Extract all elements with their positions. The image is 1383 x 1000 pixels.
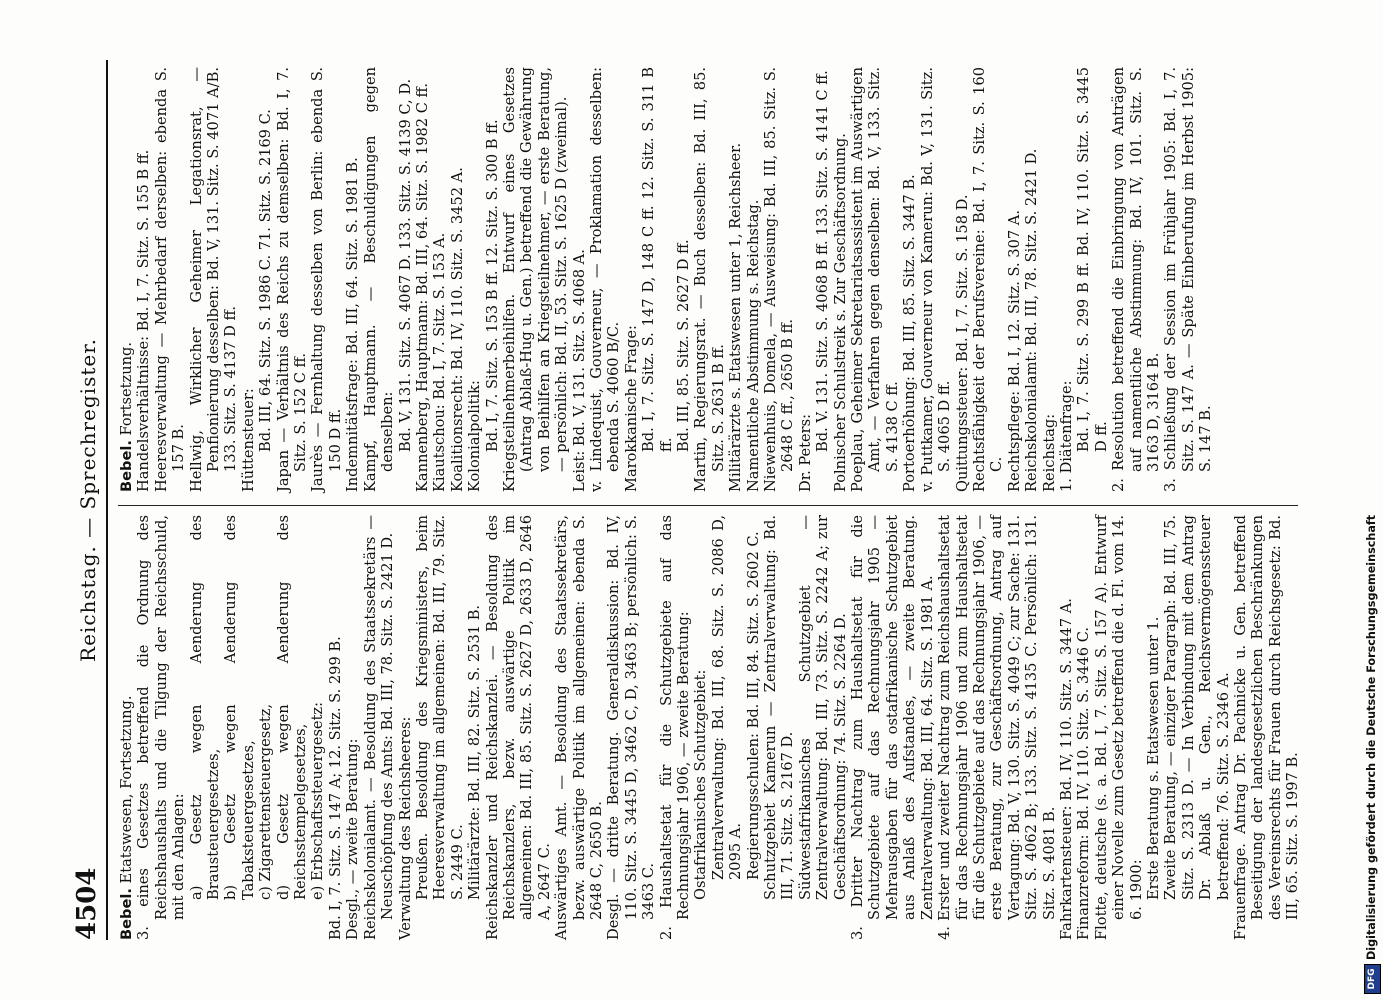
entry-text: Handelsverhältnisse: Bd. I, 7. Sitz. S. 155 B ff. [135, 149, 153, 492]
entry-text: Reichskanzler und Reichskanzlei. — Besoldung des Reichskanzlers, bezw. auswärtige Politik im allgemeinen: Bd. III, 85. Sitz. S. 2627 D, 2633 D, 2646 A, 2647 C. [483, 515, 553, 940]
register-entry [1145, 515, 1162, 940]
entry-text: Kampf, Hauptmann. — Beschuldigungen gegen denselben: [361, 67, 397, 492]
register-entry [692, 67, 727, 492]
register-entry [188, 67, 240, 492]
register-entry [640, 67, 675, 492]
register-entry [553, 515, 605, 940]
entry-text: Indemnitätsfrage: Bd. III, 64. Sitz. S. 1981 B. [344, 157, 362, 492]
entry-text: b) Gesetz wegen Aenderung des Tabaksteuergesetzes, [222, 515, 257, 900]
entry-text: Leist: Bd. V, 131. Sitz. S. 4068 A. [570, 249, 588, 492]
page-header [68, 60, 108, 940]
right-column [118, 67, 1215, 492]
register-entry [675, 67, 692, 492]
register-entry [431, 67, 448, 492]
register-entry [1232, 515, 1302, 940]
register-entry [397, 515, 414, 940]
entry-text: Bd. V. 131. Sitz. S. 4068 B ff. 133. Sitz. S. 4141 C ff. [814, 70, 832, 452]
entry-text: Bd. I, 7. Sitz. S. 147 D, 148 C ff. 12. Sitz. S. 311 B ff. [640, 67, 675, 452]
entry-text: 2. Haushaltsetat für die Schutzgebiete auf das Rechnungsjahr 1906, — zweite Beratung: [657, 515, 692, 940]
register-entry [588, 67, 623, 492]
register-entry [397, 67, 414, 492]
entry-text: Hüttensteuer: [239, 388, 257, 492]
register-entry [414, 67, 431, 492]
entry-text: Portoerhöhung: Bd. III, 85. Sitz. S. 3447 B. [901, 174, 919, 492]
entry-text: Ostafrikanisches Schutzgebiet: [692, 669, 710, 900]
entry-text: Kiautschou: Bd. I, 7. Sitz. S. 153 A. [431, 232, 449, 492]
entry-text: Dr. Peters: [796, 413, 814, 492]
entry-text: Japan — Verhältnis des Reichs zu demselben: Bd. I, 7. Sitz. S. 152 C ff. [274, 67, 310, 492]
register-entry [571, 67, 588, 492]
column-divider [118, 505, 1298, 506]
register-entry [466, 67, 483, 492]
register-entry [1093, 515, 1145, 940]
register-entry [135, 515, 187, 940]
register-entry [153, 67, 188, 492]
entry-text: Zentralverwaltung: Bd. III, 68. Sitz. S. 2086 D, 2095 A. [709, 515, 745, 880]
entry-text: Militärärzte s. Etatswesen unter 1, Reichsheer. [727, 142, 745, 492]
register-entry [1075, 515, 1092, 940]
entry-text: Poeplau, Geheimer Sekretariatsassistent im Auswärtigen Amt, — Verfahren gegen denselben: Bd. V, 133. Sitz. S. 4138 C ff. [849, 67, 901, 492]
entry-text: Jaurès — Fernhaltung desselben von Berlin: ebenda S. 150 D ff. [309, 67, 344, 492]
register-entry [727, 67, 744, 492]
register-entry [449, 67, 466, 492]
register-entry [1162, 515, 1232, 940]
dfg-logo-text: DFG [1367, 968, 1377, 990]
register-entry [257, 67, 274, 492]
register-entry [501, 67, 571, 492]
dfg-logo [1364, 964, 1381, 994]
entry-text: Desgl. — dritte Beratung. Generaldiskussion: Bd. IV, 110. Sitz. S. 3445 D, 3462 C, D, 3463 B; persönlich: S. 3463 C. [605, 515, 658, 940]
register-entry [1041, 67, 1058, 492]
register-entry [745, 515, 762, 940]
entry-text: v. Puttkamer, Gouverneur von Kamerun: Bd. V, 131. Sitz. S. 4065 D ff. [918, 67, 954, 492]
register-entry [971, 67, 1006, 492]
register-entry [1023, 67, 1040, 492]
register-entry [710, 515, 745, 940]
register-entry [135, 67, 152, 492]
funding-notice [1362, 0, 1382, 1000]
entry-text: Fortsetzung. [118, 342, 135, 441]
register-entry [414, 515, 466, 940]
entry-text: Niewenhuis, Domela, — Ausweisung: Bd. III, 85. Sitz. S. 2648 C ff., 2650 B ff. [762, 67, 797, 492]
entry-text: Preußen. Besoldung des Kriegsministers, beim Heeresverwaltung im allgemeinen: Bd. III, 79. Sitz. S. 2449 C. [413, 515, 466, 900]
entry-text: Südwestafrikanisches Schutzgebiet — Zentralverwaltung: Bd. III, 73. Sitz. S. 2242 A; zur Geschäftsordnung: 74. Sitz. S. 2264 D. [796, 515, 849, 900]
entry-text: Bd. I, 7. Sitz. S. 147 A; 12. Sitz. S. 299 B. [326, 636, 344, 940]
entry-text: 3. eines Gesetzes betreffend die Ordnung des Reichshaushalts und die Tilgung der Reichsschuld, mit den Anlagen: [135, 515, 188, 940]
register-entry [762, 515, 797, 940]
entry-text: Bd. I, 7. Sitz. S. 153 B ff. 12. Sitz. S. 300 B ff. [483, 119, 501, 452]
entry-text: Kannenberg, Hauptmann: Bd. III, 64. Sitz. S. 1982 C ff. [413, 82, 431, 492]
left-column [118, 515, 1302, 940]
register-entry [362, 515, 397, 940]
entry-text: Militärärzte: Bd. III, 82. Sitz. S. 2531 B. [466, 604, 484, 900]
entry-text: Finanzreform: Bd. IV, 110. Sitz. S. 3446 C. [1075, 627, 1093, 940]
entry-text: Desgl., — zweite Beratung: [344, 738, 362, 940]
entry-text: Erste Beratung s. Etatswesen unter 1. [1144, 616, 1162, 900]
register-entry [1006, 67, 1023, 492]
register-entry [484, 67, 501, 492]
entry-text: a) Gesetz wegen Aenderung des Brausteuergesetzes, [187, 515, 223, 900]
register-entry [832, 67, 849, 492]
entry-text: Zweite Beratung, — einziger Paragraph: Bd. III, 75. Sitz. S. 2313 D. — In Verbindung mit dem Antrag Dr. Ablaß u. Gen., Reichsvermögenssteuer betreffend: 76. Sitz. S. 2346 A. [1162, 515, 1232, 900]
entry-text: 3. Dritter Nachtrag zum Haushaltsetat für die Schutzgebiete auf das Rechnungsjahr 1905 — Mehrausgaben für das ostafrikanische Schutzgebiet aus Anlaß des Aufstandes, — zweite Beratung. Zentralverwaltung: Bd. III, 64. Sitz. S. 1981 A. [849, 515, 936, 940]
entry-text: Kolonialpolitik: [466, 380, 484, 492]
register-entry [849, 67, 901, 492]
register-entry [1110, 67, 1162, 492]
entry-text: e) Erbschaftssteuergesetz: [309, 701, 327, 900]
funding-notice-text: Digitalisierung gefördert durch die Deutsche Forschungsgemeinschaft [1365, 514, 1378, 960]
register-entry [797, 67, 814, 492]
entry-text: Rechtspflege: Bd. I, 12. Sitz. S. 307 A. [1005, 210, 1023, 492]
entry-text: Reichskolonialamt: Bd. III, 78. Sitz. S. 2421 D. [1023, 148, 1041, 492]
register-entry [849, 515, 936, 940]
register-entry [309, 515, 326, 940]
entry-text: Regierungsschulen: Bd. III, 84. Sitz. S. 2602 C. [744, 531, 762, 880]
entry-text: 2. Resolution betreffend die Einbringung von Anträgen auf namentliche Abstimmung: Bd. IV, 101. Sitz. S. 3163 D, 3164 B. [1110, 67, 1162, 492]
register-entry [919, 67, 954, 492]
register-entry [692, 515, 709, 940]
page-number: 4504 [72, 867, 102, 940]
entry-text: Bd. III, 85. Sitz. S. 2627 D ff. [675, 239, 692, 452]
register-entry [745, 67, 762, 492]
running-head: Reichstag. — Sprechregister. [76, 338, 100, 662]
entry-text: Etatswesen, Fortsetzung. [118, 695, 135, 889]
entry-text: Auswärtiges Amt. — Besoldung des Staatssekretärs, bezw. auswärtige Politik im allgemeinen: ebenda S. 2648 C, 2650 B. [553, 515, 605, 940]
entry-text: Koalitionsrecht: Bd. IV, 110. Sitz. S. 3452 A. [448, 167, 466, 492]
entry-text: Rechtsfähigkeit der Berufsvereine: Bd. I, 7. Sitz. S. 160 C. [970, 67, 1006, 492]
register-entry [309, 67, 344, 492]
entry-headword: Bebel. [118, 440, 135, 492]
entry-text: Polnischer Schulstreik s. Zur Geschäftsordnung. [831, 133, 849, 492]
entry-text: Schutzgebiet Kamerun — Zentralverwaltung: Bd. III, 71. Sitz. S. 2167 D. [762, 515, 797, 900]
entry-text: Flotte, deutsche (s. a. Bd. I, 7. Sitz. S. 157 A). Entwurf einer Novelle zum Gesetz betreffend die d. Fl. vom 14. 6. 1900: [1092, 515, 1145, 940]
entry-text: Hellwig, Wirklicher Geheimer Legationsrat, — Penfionierung desselben: Bd. V, 131. Sitz. S. 4071 A/B. 133. Sitz. S. 4137 D ff. [187, 67, 240, 492]
register-entry [814, 67, 831, 492]
register-entry [275, 67, 310, 492]
entry-text: c) Zigarettensteuergesetz, [257, 703, 275, 900]
register-entry [118, 67, 135, 492]
entry-text: Reichstag: [1040, 413, 1058, 492]
entry-text: Namentliche Abstimmung s. Reichstag. [744, 199, 762, 492]
entry-text: Quittungssteuer: Bd. I, 7. Sitz. S. 158 D. [953, 194, 971, 492]
register-entry [1058, 515, 1075, 940]
entry-text: Martin, Regierungsrat. — Buch desselben: Bd. III, 85. Sitz. S. 2631 B ff. [692, 67, 727, 492]
register-entry [1058, 67, 1075, 492]
entry-text: 4. Erster und zweiter Nachtrag zum Reichshaushaltsetat für das Rechnungsjahr 1906 und zum Haushaltsetat für die Schutzgebiete auf das Rechnungsjahr 1906, — erste Beratung, zur Geschäftsordnung, Antrag auf Vertagung: Bd. V, 130. Sitz. S. 4049 C; zur Sache: 131. Sitz. S. 4062 B; 133. Sitz. S. 4135 C. Persönlich: 131. Sitz. S. 4081 B. [936, 515, 1058, 940]
entry-text: 3. Schließung der Session im Frühjahr 1905: Bd. I, 7. Sitz. S. 147 A. — Späte Einberufung im Herbst 1905: S. 147 B. [1162, 67, 1215, 492]
entry-text: Bd. I, 7. Sitz. S. 299 B ff. Bd. IV, 110. Sitz. S. 3445 D ff. [1075, 67, 1110, 452]
entry-text: Marokkanische Frage: [622, 325, 640, 492]
register-entry [605, 515, 657, 940]
entry-text: v. Lindequist, Gouverneur, — Proklamation desselben: ebenda S. 4060 B/C. [587, 67, 623, 492]
entry-headword: Bebel. [118, 888, 135, 940]
register-entry [658, 515, 693, 940]
entry-text: 1. Diätenfrage: [1057, 380, 1075, 492]
register-entry [344, 67, 361, 492]
register-entry [1162, 67, 1214, 492]
entry-text: Reichskolonialamt. — Besoldung des Staatssekretärs — Neuschöpfung des Amts: Bd. III, 78. Sitz. S. 2421 D. [361, 515, 397, 940]
register-entry [797, 515, 849, 940]
register-entry [762, 67, 797, 492]
register-entry [240, 67, 257, 492]
register-entry [362, 67, 397, 492]
register-entry [954, 67, 971, 492]
entry-text: Fahrkartensteuer: Bd. IV, 110. Sitz. S. 3447 A. [1057, 598, 1075, 940]
entry-text: d) Gesetz wegen Aenderung des Reichsstempelgesetzes, [274, 515, 310, 900]
entry-text: Bd. V, 131. Sitz. S. 4067 D. 133. Sitz. S. 4139 C, D. [396, 78, 414, 452]
register-entry [188, 515, 223, 940]
entry-text: Kriegsteilnehmerbeihilfen. Entwurf eines Gesetzes (Antrag Ablaß-Hug u. Gen.) betreffend die Gewährung von Beihilfen an Kriegsteilnehmer, — erste Beratung, — persönlich: Bd. II, 53. Sitz. S. 1625 D (zweimal). [500, 67, 571, 492]
register-entry [327, 515, 344, 940]
register-entry [901, 67, 918, 492]
entry-text: Verwaltung des Reichsheeres: [396, 716, 414, 940]
register-entry [257, 515, 274, 940]
register-entry [466, 515, 483, 940]
register-entry [623, 67, 640, 492]
register-entry [344, 515, 361, 940]
register-entry [275, 515, 310, 940]
entry-text: Heeresverwaltung — Mehrbedarf derselben: ebenda S. 157 B. [152, 67, 188, 492]
register-entry [222, 515, 257, 940]
register-entry [1075, 67, 1110, 492]
entry-text: Bd. III, 64. Sitz. S. 1986 C. 71. Sitz. S. 2169 C. [257, 109, 275, 452]
register-entry [118, 515, 135, 940]
register-entry [484, 515, 554, 940]
register-entry [936, 515, 1058, 940]
entry-text: Frauenfrage. Antrag Dr. Pachnicke u. Gen. betreffend Beseitigung der landesgesetzlichen Beschränkungen des Vereinsrechts für Frauen durch Reichsgesetz: Bd. III, 65. Sitz. S. 1997 B. [1232, 515, 1302, 940]
